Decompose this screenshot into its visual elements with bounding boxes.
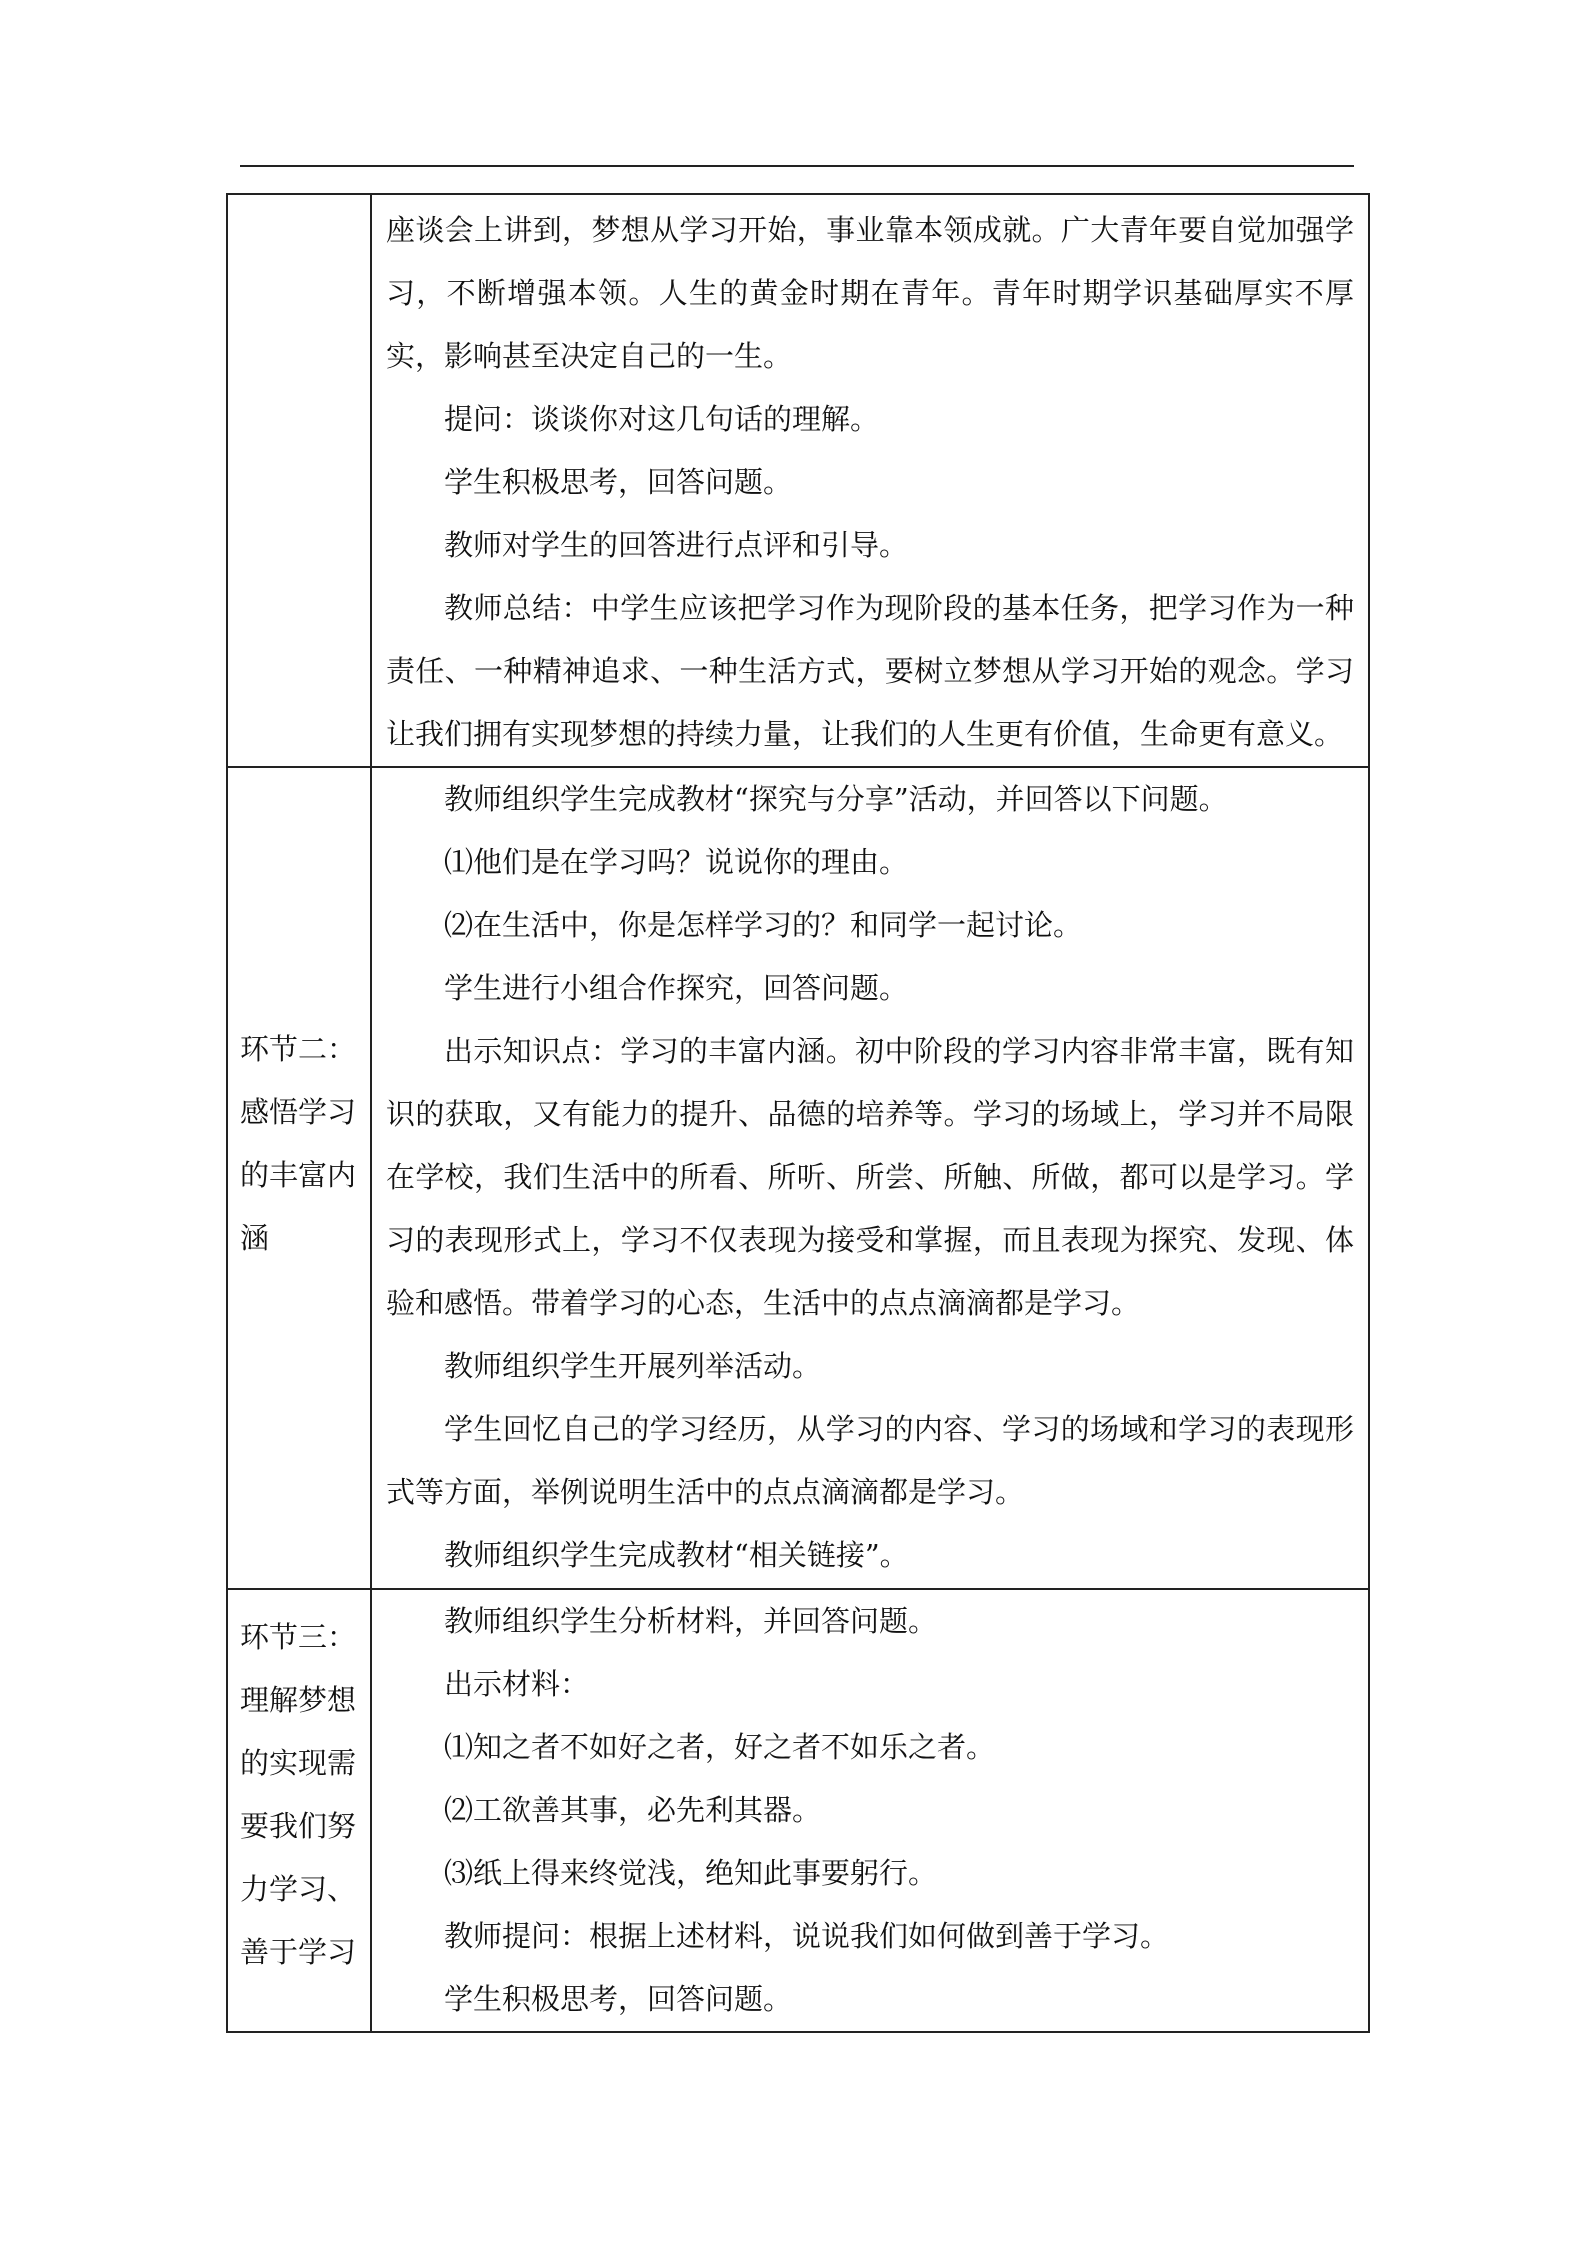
paragraph: 提问：谈谈你对这几句话的理解。 bbox=[444, 402, 880, 436]
section-content-cell bbox=[371, 767, 1369, 1589]
paragraph: 教师对学生的回答进行点评和引导。 bbox=[444, 528, 909, 562]
paragraph: 出示材料： bbox=[444, 1667, 590, 1701]
section-content-cell bbox=[371, 194, 1369, 767]
paragraph: 学生进行小组合作探究，回答问题。 bbox=[444, 971, 909, 1005]
table-row-section-2 bbox=[227, 767, 1369, 1589]
section-label-cell bbox=[227, 1589, 371, 2032]
header-rule bbox=[240, 165, 1354, 167]
paragraph: 教师组织学生完成教材“相关链接”。 bbox=[444, 1538, 909, 1572]
section-content-cell bbox=[371, 1589, 1369, 2032]
paragraph: 座谈会上讲到，梦想从学习开始，事业靠本领成就。广大青年要自觉加强学习，不断增强本领。人生的黄金时期在青年。青年时期学识基础厚实不厚实，影响甚至决定自己的一生。 bbox=[386, 213, 1354, 373]
paragraph: 学生积极思考，回答问题。 bbox=[444, 465, 793, 499]
paragraph: 教师组织学生完成教材“探究与分享”活动，并回答以下问题。 bbox=[444, 782, 1228, 816]
lesson-plan-table bbox=[226, 193, 1370, 2033]
paragraph: 教师总结：中学生应该把学习作为现阶段的基本任务，把学习作为一种责任、一种精神追求、一种生活方式，要树立梦想从学习开始的观念。学习让我们拥有实现梦想的持续力量，让我们的人生更有价值，生命更有意义。 bbox=[386, 591, 1354, 751]
table-row-section-3 bbox=[227, 1589, 1369, 2032]
paragraph: 教师提问：根据上述材料，说说我们如何做到善于学习。 bbox=[444, 1919, 1170, 1953]
paragraph: ⑵在生活中，你是怎样学习的？和同学一起讨论。 bbox=[444, 908, 1083, 942]
paragraph: 教师组织学生分析材料，并回答问题。 bbox=[444, 1604, 938, 1638]
paragraph: ⑵工欲善其事，必先利其器。 bbox=[444, 1793, 822, 1827]
section-label-cell bbox=[227, 194, 371, 767]
paragraph: 学生积极思考，回答问题。 bbox=[444, 1982, 793, 2016]
paragraph: ⑴知之者不如好之者，好之者不如乐之者。 bbox=[444, 1730, 996, 1764]
paragraph: ⑶纸上得来终觉浅，绝知此事要躬行。 bbox=[444, 1856, 938, 1890]
section-label: 环节三：理解梦想的实现需要我们努力学习、善于学习 bbox=[240, 1620, 357, 1969]
table-row-continuation bbox=[227, 194, 1369, 767]
paragraph: ⑴他们是在学习吗？说说你的理由。 bbox=[444, 845, 909, 879]
paragraph: 教师组织学生开展列举活动。 bbox=[444, 1349, 822, 1383]
paragraph: 出示知识点：学习的丰富内涵。初中阶段的学习内容非常丰富，既有知识的获取，又有能力的提升、品德的培养等。学习的场域上，学习并不局限在学校，我们生活中的所看、所听、所尝、所触、所做，都可以是学习。学习的表现形式上，学习不仅表现为接受和掌握，而且表现为探究、发现、体验和感悟。带着学习的心态，生活中的点点滴滴都是学习。 bbox=[386, 1034, 1354, 1320]
section-label-cell bbox=[227, 767, 371, 1589]
section-label: 环节二：感悟学习的丰富内涵 bbox=[240, 1032, 357, 1255]
paragraph: 学生回忆自己的学习经历，从学习的内容、学习的场域和学习的表现形式等方面，举例说明生活中的点点滴滴都是学习。 bbox=[386, 1412, 1354, 1509]
